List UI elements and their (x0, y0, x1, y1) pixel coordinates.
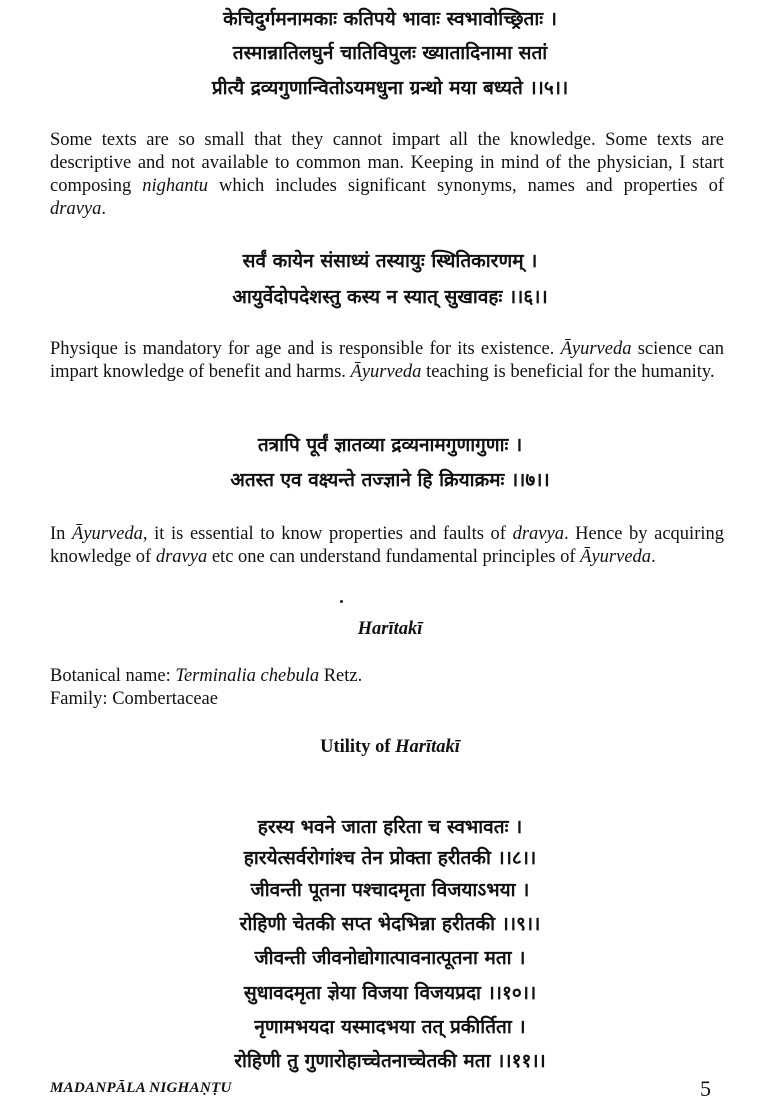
verse-line: हारयेत्सर्वरोगांश्च तेन प्रोक्ता हरीतकी ।।८।। (243, 847, 537, 869)
paragraph-3: In Āyurveda, it is essential to know properties and faults of dravya. Hence by acquiring knowledge of dravya etc one can understand fundamental principles of Āyurveda. (50, 524, 724, 567)
botanical-name: Botanical name: Terminalia chebula Retz. (50, 666, 363, 686)
paragraph-1: Some texts are so small that they cannot impart all the knowledge. Some texts are descriptive and not available to common man. Keeping in mind of the physician, I start composing nighantu which includes significant synonyms, names and properties of dravya. (50, 130, 724, 219)
running-footer-title: MADANPĀLA NIGHAṆṬU (50, 1080, 232, 1096)
verse-line: केचिदुर्गमनामकाः कतिपये भावाः स्वभावोच्छ्रिताः । (223, 8, 557, 30)
verse-line: तत्रापि पूर्वं ज्ञातव्या द्रव्यनामगुणागुणाः । (257, 434, 523, 456)
verse-line: आयुर्वेदोपदेशस्तु कस्य न स्यात् सुखावहः ।।६।। (232, 286, 548, 308)
verse-line: सुधावदमृता ज्ञेया विजया विजयप्रदा ।।१०।। (243, 982, 537, 1004)
verse-line: रोहिणी चेतकी सप्त भेदभिन्ना हरीतकी ।।९।। (239, 913, 541, 935)
verse-line: जीवन्ती जीवनोद्योगात्पावनात्पूतना मता । (254, 947, 526, 969)
page-number: 5 (700, 1076, 711, 1101)
verse-line: प्रीत्यै द्रव्यगुणान्वितोऽयमधुना ग्रन्थो मया बध्यते ।।५।। (211, 77, 569, 99)
paragraph-2: Physique is mandatory for age and is responsible for its existence. Āyurveda science can impart knowledge of benefit and harms. Āyurveda teaching is beneficial for the humanity. (50, 339, 724, 382)
verse-line: हरस्य भवने जाता हरिता च स्वभावतः । (257, 816, 523, 838)
verse-line: रोहिणी तु गुणारोहाच्चेतनाच्चेतकी मता ।।११।। (234, 1050, 546, 1072)
ink-speck (340, 600, 343, 603)
section-title: Harītakī (357, 619, 423, 639)
verse-line: सर्वं कायेन संसाध्यं तस्यायुः स्थितिकारणम् । (242, 250, 538, 272)
verse-line: जीवन्ती पूतना पश्चादमृता विजयाऽभया । (250, 879, 530, 901)
utility-heading: Utility of Harītakī (320, 737, 460, 757)
verse-line: तस्मान्नातिलघुर्न चातिविपुलः ख्यातादिनामा सतां (232, 42, 548, 64)
verse-line: नृणामभयदा यस्मादभया तत् प्रकीर्तिता । (254, 1016, 526, 1038)
family-name: Family: Combertaceae (50, 689, 218, 709)
verse-line: अतस्त एव वक्ष्यन्ते तज्ज्ञाने हि क्रियाक्रमः ।।७।। (230, 469, 550, 491)
